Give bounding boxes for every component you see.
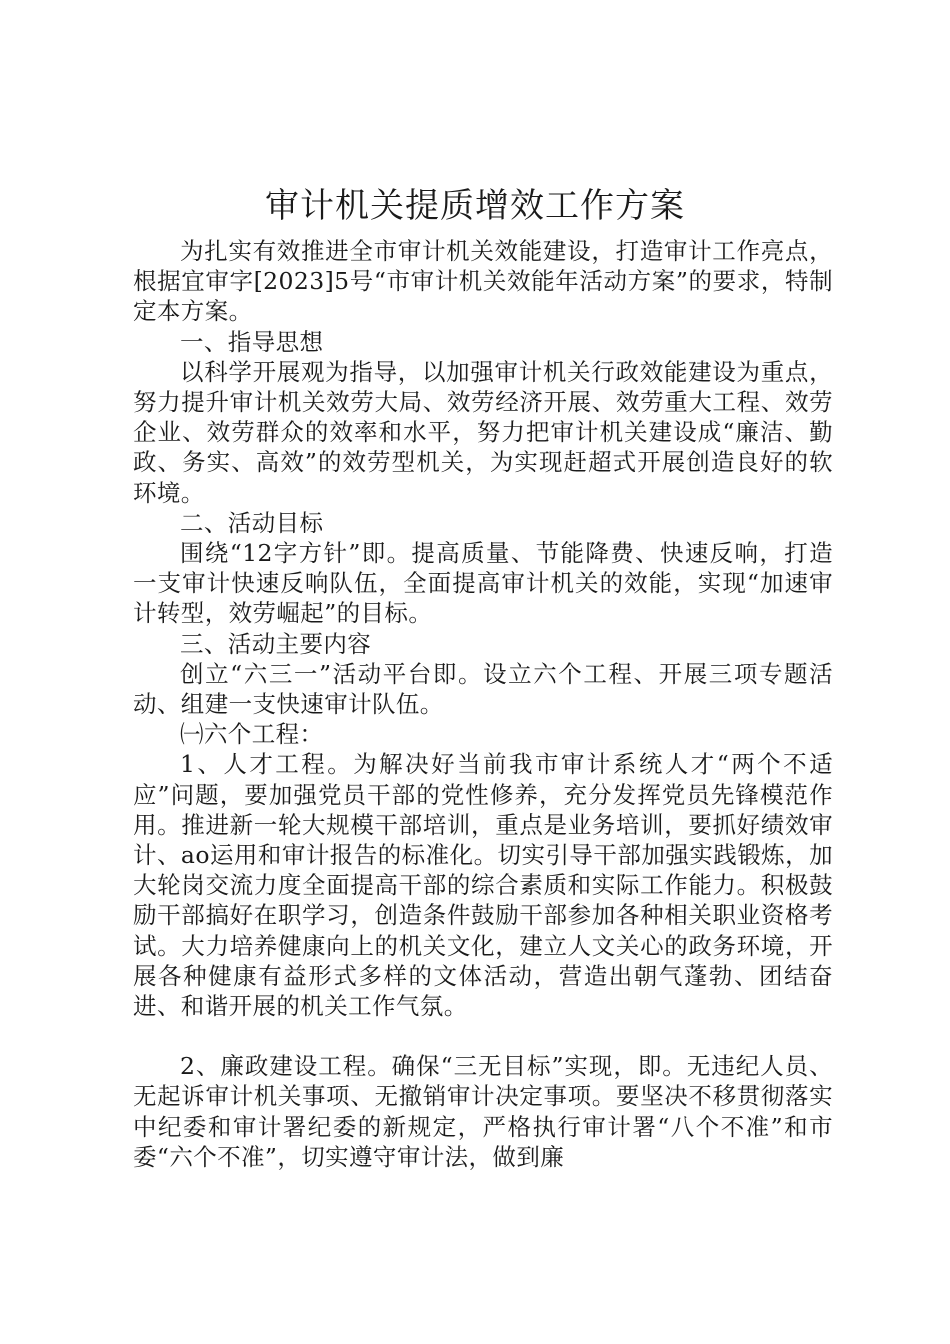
document-title: 审计机关提质增效工作方案 (265, 186, 685, 226)
main-content-paragraph: 创立“六三一”活动平台即。设立六个工程、开展三项专题活动、组建一支快速审计队伍。 (133, 659, 833, 719)
section-heading-main-content: 三、活动主要内容 (180, 629, 372, 658)
document-body (133, 236, 833, 1172)
section-heading-guiding-ideology: 一、指导思想 (180, 327, 324, 356)
intro-paragraph: 为扎实有效推进全市审计机关效能建设，打造审计工作亮点，根据宜审字[2023]5号“市审计机关效能年活动方案”的要求，特制定本方案。 (133, 237, 833, 326)
talent-project-paragraph: 1、人才工程。为解决好当前我市审计系统人才“两个不适应”问题，要加强党员干部的党性修养，充分发挥党员先锋模范作用。推进新一轮大规模干部培训，重点是业务培训，要抓好绩效审计、ao运用和审计报告的标准化。切实引导干部加强实践锻炼，加大轮岗交流力度全面提高干部的综合素质和实际工作能力。积极鼓励干部搞好在职学习，创造条件鼓励干部参加各种相关职业资格考试。大力培养健康向上的机关文化，建立人文关心的政务环境，开展各种健康有益形式多样的文体活动，营造出朝气蓬勃、团结奋进、和谐开展的机关工作气氛。 (133, 750, 833, 1021)
guiding-ideology-paragraph: 以科学开展观为指导，以加强审计机关行政效能建设为重点，努力提升审计机关效劳大局、效劳经济开展、效劳重大工程、效劳企业、效劳群众的效率和水平，努力把审计机关建设成“廉洁、勤政、务实、高效”的效劳型机关，为实现赶超式开展创造良好的软环境。 (133, 357, 833, 507)
subsection-heading-six-projects: ㈠六个工程： (180, 720, 324, 749)
section-heading-activity-goals: 二、活动目标 (180, 508, 324, 537)
activity-goals-paragraph: 围绕“12字方针”即。提高质量、节能降费、快速反响，打造一支审计快速反响队伍，全面提高审计机关的效能，实现“加速审计转型，效劳崛起”的目标。 (133, 539, 833, 628)
integrity-project-paragraph: 2、廉政建设工程。确保“三无目标”实现，即。无违纪人员、无起诉审计机关事项、无撤销审计决定事项。要坚决不移贯彻落实中纪委和审计署纪委的新规定，严格执行审计署“八个不准”和市委“六个不准”，切实遵守审计法，做到廉 (133, 1052, 833, 1171)
